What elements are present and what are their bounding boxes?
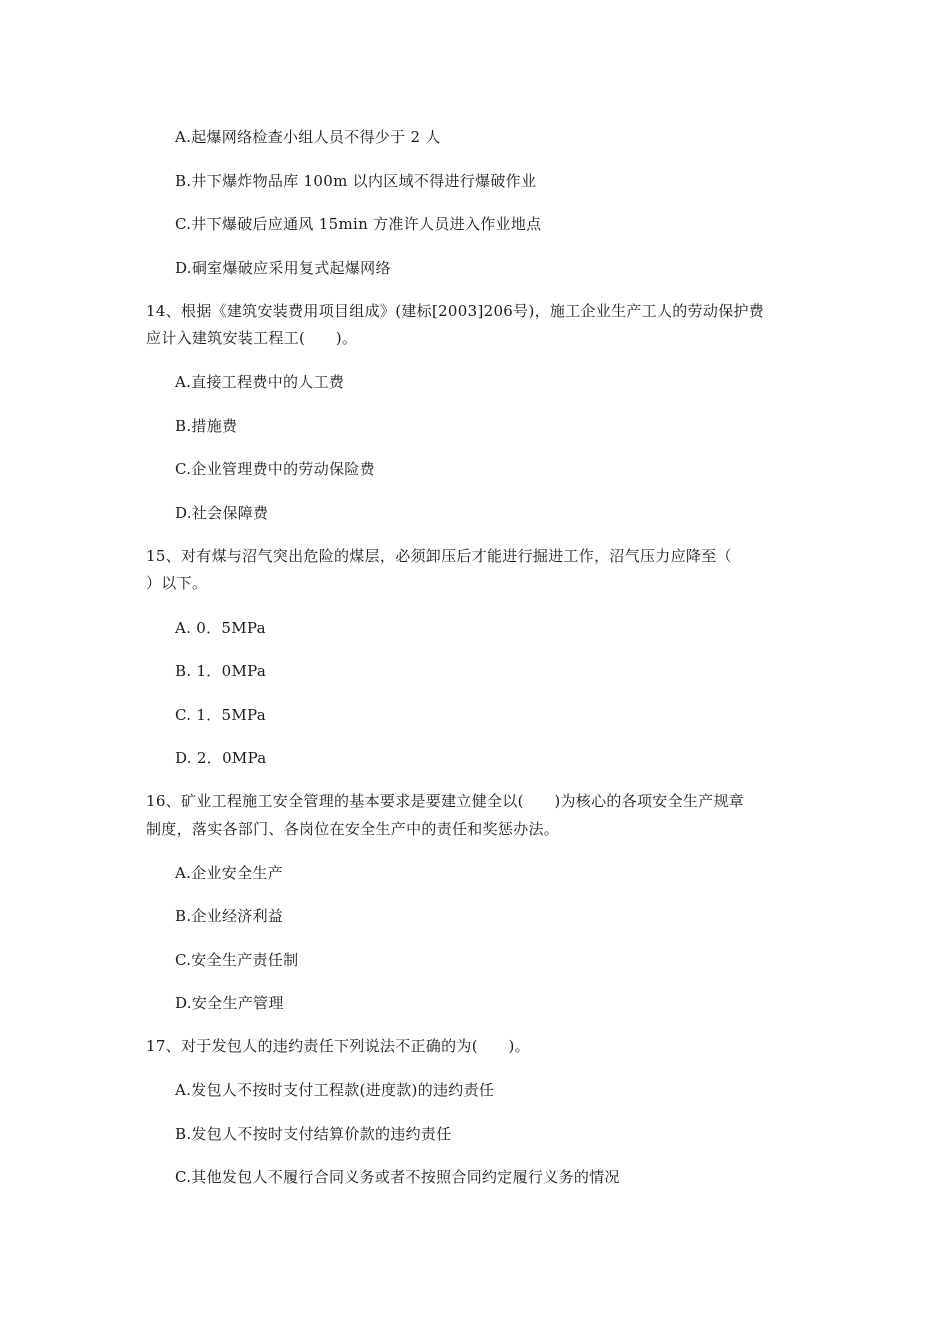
q15-stem-line1: 15、对有煤与沼气突出危险的煤层，必须卸压后才能进行掘进工作，沼气压力应降至（ (146, 547, 732, 565)
q15-option-b: B. 1．0MPa (175, 662, 267, 680)
q16-option-c: C.安全生产责任制 (175, 951, 299, 969)
q17-option-b: B.发包人不按时支付结算价款的违约责任 (175, 1125, 452, 1143)
q16-stem-line2: 制度，落实各部门、各岗位在安全生产中的责任和奖惩办法。 (146, 820, 560, 838)
q14-stem-line1: 14、根据《建筑安装费用项目组成》(建标[2003]206号)，施工企业生产工人的劳动保护费 (146, 302, 765, 320)
q17-stem-line1: 17、对于发包人的违约责任下列说法不正确的为( )。 (146, 1037, 530, 1055)
q14-option-d: D.社会保障费 (175, 504, 269, 522)
q17-option-a: A.发包人不按时支付工程款(进度款)的违约责任 (175, 1081, 495, 1099)
q17-option-c: C.其他发包人不履行合同义务或者不按照合同约定履行义务的情况 (175, 1168, 620, 1186)
q14-option-b: B.措施费 (175, 417, 238, 435)
q14-option-a: A.直接工程费中的人工费 (175, 373, 345, 391)
q13-option-b: B.井下爆炸物品库 100m 以内区域不得进行爆破作业 (175, 172, 537, 190)
q13-option-a: A.起爆网络检查小组人员不得少于 2 人 (175, 128, 441, 146)
q15-option-c: C. 1．5MPa (175, 706, 266, 724)
q13-option-d: D.硐室爆破应采用复式起爆网络 (175, 259, 391, 277)
q16-stem-line1: 16、矿业工程施工安全管理的基本要求是要建立健全以( )为核心的各项安全生产规章 (146, 792, 745, 810)
q15-option-a: A. 0．5MPa (175, 619, 266, 637)
q15-option-d: D. 2．0MPa (175, 749, 267, 767)
q13-option-c: C.井下爆破后应通风 15min 方准许人员进入作业地点 (175, 215, 542, 233)
q15-stem-line2: ）以下。 (146, 574, 208, 592)
q16-option-a: A.企业安全生产 (175, 864, 284, 882)
q16-option-d: D.安全生产管理 (175, 994, 284, 1012)
q14-option-c: C.企业管理费中的劳动保险费 (175, 460, 375, 478)
q16-option-b: B.企业经济利益 (175, 907, 284, 925)
q14-stem-line2: 应计入建筑安装工程工( )。 (146, 329, 358, 347)
